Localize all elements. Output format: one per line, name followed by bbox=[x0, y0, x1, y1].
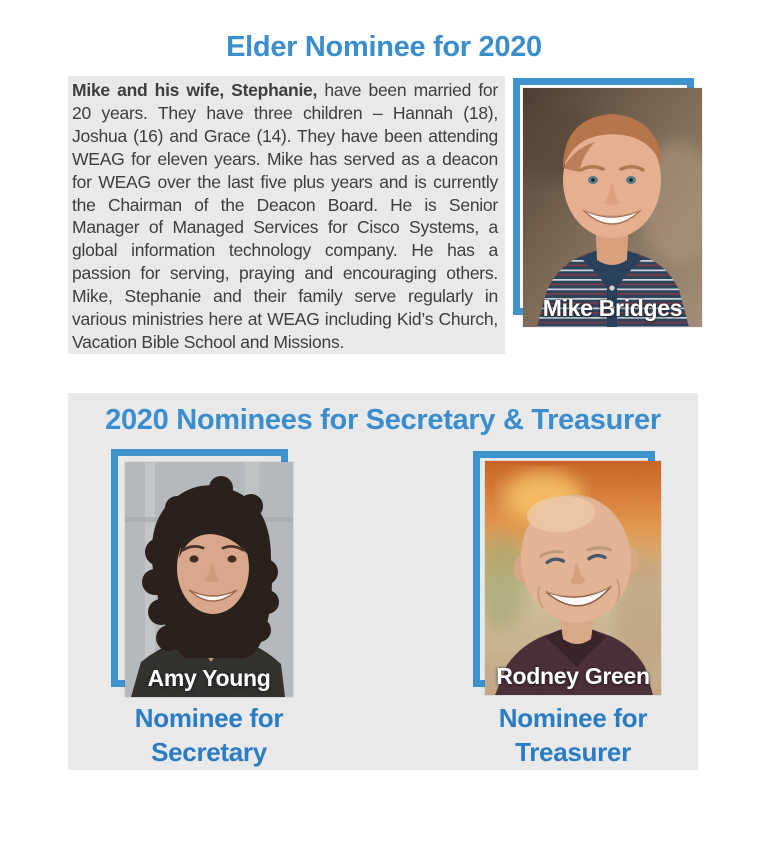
nominee-for-treasurer-label bbox=[458, 701, 688, 769]
elder-bio-panel bbox=[68, 76, 505, 354]
mike-bridges-name-label: Mike Bridges bbox=[542, 295, 683, 321]
rodney-green-photo bbox=[485, 461, 661, 695]
mike-bridges-portrait-illustration bbox=[523, 88, 702, 327]
role-line-2: Secretary bbox=[151, 737, 267, 767]
amy-young-name-label: Amy Young bbox=[147, 665, 271, 691]
amy-young-photo bbox=[125, 462, 293, 697]
role-line-2: Treasurer bbox=[515, 737, 631, 767]
rodney-green-portrait-illustration bbox=[485, 461, 661, 695]
nominee-for-secretary-label bbox=[94, 701, 324, 769]
page-title: Elder Nominee for 2020 bbox=[226, 31, 542, 63]
role-line-1: Nominee for bbox=[498, 703, 648, 733]
mike-bridges-photo bbox=[523, 88, 702, 327]
role-line-1: Nominee for bbox=[134, 703, 284, 733]
amy-young-portrait-illustration bbox=[125, 462, 293, 697]
elder-bio-body: have been married for 20 years. They have three children – Hannah (18), Joshua (16) and Grace (14). They have been attending WEAG for eleven years. Mike has served as a deacon for WEAG over the last five plus years and is currently the Chairman of the Deacon Board. He is Senior Manager of Managed Services for Cisco Systems, a global information technology company. He has a passion for serving, praying and encouraging others. Mike, Stephanie and their family serve regularly in various ministries here at WEAG including Kid’s Church, Vacation Bible School and Missions. bbox=[72, 80, 498, 352]
elder-bio-lead: Mike and his wife, Stephanie, bbox=[72, 80, 318, 100]
nominees-section-title: 2020 Nominees for Secretary & Treasurer bbox=[105, 404, 661, 436]
elder-bio-text bbox=[72, 79, 498, 354]
rodney-green-name-label: Rodney Green bbox=[496, 663, 650, 689]
